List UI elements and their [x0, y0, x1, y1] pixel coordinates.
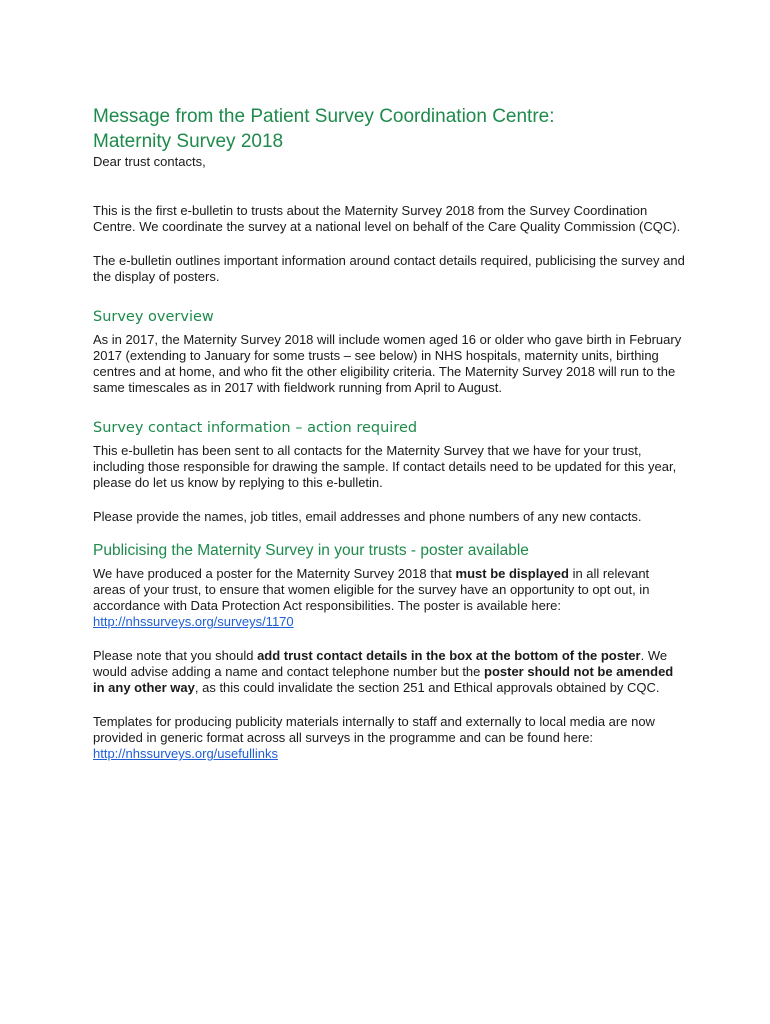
- publicising-p2-text-a: Please note that you should: [93, 648, 258, 663]
- publicising-paragraph-2: [93, 648, 685, 696]
- intro-paragraph-2: The e-bulletin outlines important information around contact details required, publicising the survey and the display of posters.: [93, 253, 685, 284]
- publicising-p1-text-a: We have produced a poster for the Maternity Survey 2018 that: [93, 566, 456, 581]
- section-heading-contact: Survey contact information – action required: [93, 420, 418, 436]
- greeting: Dear trust contacts,: [93, 154, 206, 169]
- publicising-p1-text-b: in all relevant areas of your trust, to ensure that women eligible for the survey have an opportunity to opt out, in accordance with Data Protection Act responsibilities. The poster is available here:: [93, 566, 650, 613]
- publicising-paragraph-3: [93, 714, 685, 762]
- publicising-p3-text-a: Templates for producing publicity materials internally to staff and externally to local media are now provided in generic format across all surveys in the programme and can be found here:: [93, 714, 655, 745]
- title-line-1: Message from the Patient Survey Coordination Centre:: [93, 106, 555, 127]
- document-page: [93, 104, 685, 762]
- document-title: [93, 104, 685, 154]
- poster-link[interactable]: http://nhssurveys.org/surveys/1170: [93, 614, 294, 629]
- publicising-p2-text-c: , as this could invalidate the section 251 and Ethical approvals obtained by CQC.: [194, 680, 660, 695]
- publicising-p1-bold: must be displayed: [455, 566, 569, 581]
- publicising-p2-bold-1: add trust contact details in the box at the bottom of the poster: [257, 648, 641, 663]
- section-heading-publicising: Publicising the Maternity Survey in your trusts - poster available: [93, 542, 529, 559]
- contact-paragraph-1: This e-bulletin has been sent to all contacts for the Maternity Survey that we have for your trust, including those responsible for drawing the sample. If contact details need to be updated for this year, please do let us know by replying to this e-bulletin.: [93, 443, 677, 490]
- overview-paragraph: As in 2017, the Maternity Survey 2018 will include women aged 16 or older who gave birth in February 2017 (extending to January for some trusts – see below) in NHS hospitals, maternity units, birthing centres and at home, and who fit the other eligibility criteria. The Maternity Survey 2018 will run to the same timescales as in 2017 with fieldwork running from April to August.: [93, 332, 682, 395]
- title-line-2: Maternity Survey 2018: [93, 131, 284, 152]
- usefullinks-link[interactable]: http://nhssurveys.org/usefullinks: [93, 746, 278, 761]
- publicising-p2-bold-2: poster should not be amended in any other way: [93, 664, 674, 695]
- contact-paragraph-2: Please provide the names, job titles, email addresses and phone numbers of any new contacts.: [93, 509, 642, 524]
- publicising-paragraph-1: [93, 566, 685, 630]
- section-heading-overview: Survey overview: [93, 309, 214, 325]
- intro-paragraph-1: This is the first e-bulletin to trusts about the Maternity Survey 2018 from the Survey Coordination Centre. We coordinate the survey at a national level on behalf of the Care Quality Commission (CQC).: [93, 203, 681, 234]
- publicising-p2-text-b: . We would advise adding a name and contact telephone number but the: [93, 648, 668, 679]
